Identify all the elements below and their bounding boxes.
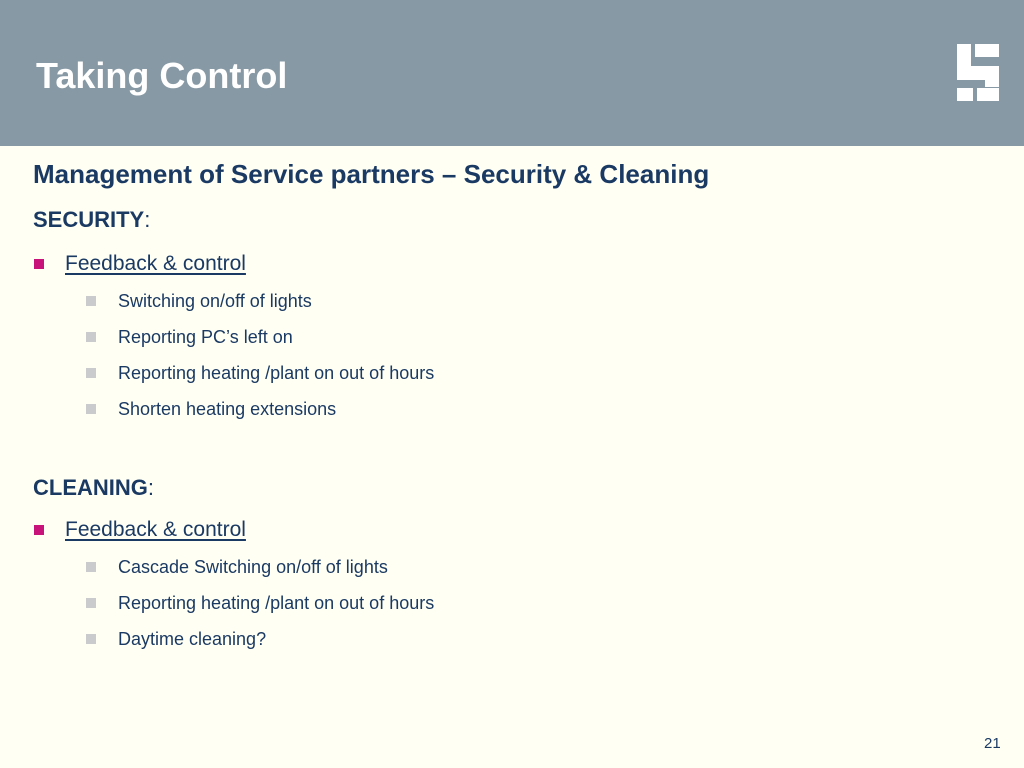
list-item-text: Switching on/off of lights bbox=[118, 291, 312, 311]
list-item-text: Daytime cleaning? bbox=[118, 629, 267, 649]
gray-square-bullet-icon bbox=[86, 404, 96, 414]
cleaning-heading bbox=[33, 475, 154, 501]
list-item-text: Reporting PC’s left on bbox=[118, 327, 293, 347]
security-heading bbox=[33, 207, 150, 233]
list-item-text: Reporting heating /plant on out of hours bbox=[118, 363, 435, 383]
security-feedback-label: Feedback & control bbox=[65, 252, 246, 275]
security-heading-label: SECURITY bbox=[33, 207, 145, 232]
gray-square-bullet-icon bbox=[86, 562, 96, 572]
cleaning-heading-colon: : bbox=[147, 475, 155, 500]
security-heading-colon: : bbox=[144, 207, 151, 232]
list-item-text: Cascade Switching on/off of lights bbox=[118, 557, 388, 577]
gray-square-bullet-icon bbox=[86, 368, 96, 378]
cleaning-feedback-label: Feedback & control bbox=[65, 518, 246, 541]
company-logo-icon bbox=[957, 44, 999, 101]
magenta-square-bullet-icon bbox=[34, 525, 44, 535]
gray-square-bullet-icon bbox=[86, 598, 96, 608]
magenta-square-bullet-icon bbox=[34, 259, 44, 269]
slide-subtitle: Management of Service partners – Security & Cleaning bbox=[33, 159, 710, 189]
gray-square-bullet-icon bbox=[86, 634, 96, 644]
gray-square-bullet-icon bbox=[86, 296, 96, 306]
cleaning-heading-label: CLEANING bbox=[33, 475, 148, 500]
list-item-text: Reporting heating /plant on out of hours bbox=[118, 593, 435, 613]
slide-header bbox=[0, 0, 1024, 146]
gray-square-bullet-icon bbox=[86, 332, 96, 342]
list-item-text: Shorten heating extensions bbox=[118, 399, 337, 419]
slide-title: Taking Control bbox=[36, 55, 288, 96]
page-number: 21 bbox=[984, 735, 1001, 752]
